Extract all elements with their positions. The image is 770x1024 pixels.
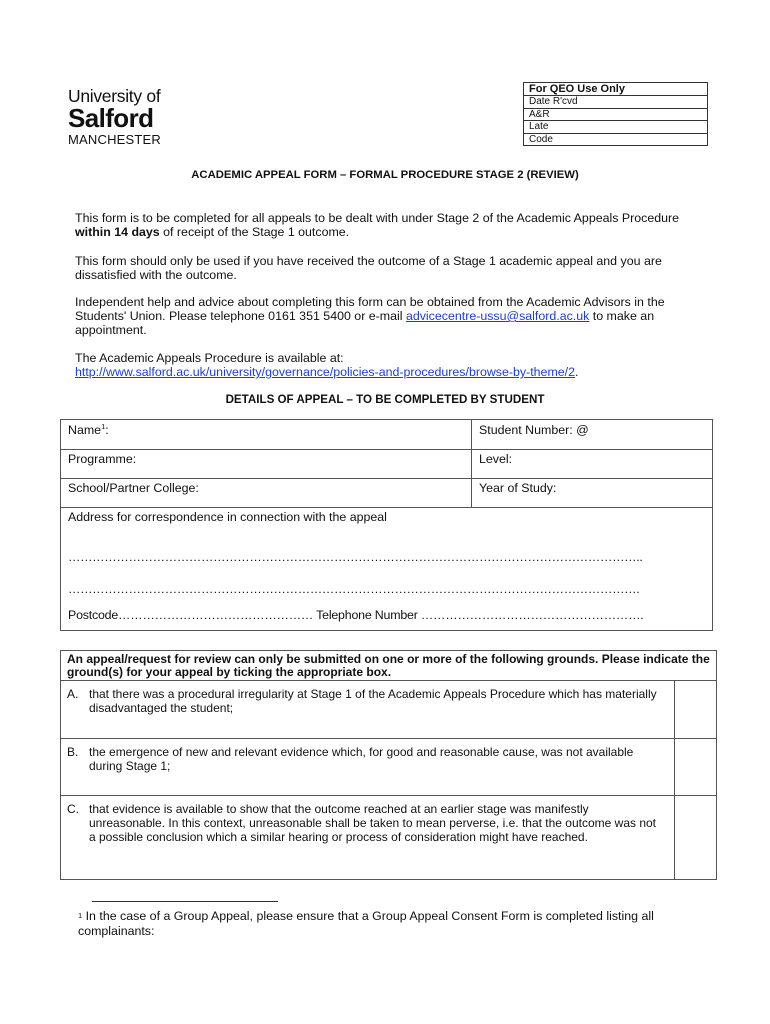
intro-p3-text-b: to make an appointment. bbox=[75, 309, 655, 337]
intro-paragraph-2: This form should only be used if you have received the outcome of a Stage 1 academic appeal and you are dissatisfied with the outcome. bbox=[75, 254, 662, 282]
ground-b-checkbox[interactable] bbox=[674, 739, 716, 796]
ground-c-letter: C. bbox=[67, 802, 79, 816]
name-label: Name bbox=[68, 423, 102, 437]
name-footnote-ref: 1 bbox=[101, 422, 106, 431]
details-row-programme bbox=[61, 449, 712, 479]
student-number-field[interactable]: Student Number: @ bbox=[479, 423, 589, 437]
logo-line-3: MANCHESTER bbox=[68, 132, 162, 147]
appeals-procedure-link[interactable]: http://www.salford.ac.uk/university/governance/policies-and-procedures/browse-by-theme/2 bbox=[75, 365, 575, 379]
qeo-row-date[interactable]: Date R'cvd bbox=[524, 95, 707, 108]
intro-p1-text-a: This form is to be completed for all appeals to be dealt with under Stage 2 of the Academic Appeals Procedure bbox=[75, 211, 680, 225]
ground-row-c bbox=[61, 795, 716, 880]
grounds-heading: An appeal/request for review can only be submitted on one or more of the following grounds. Please indicate the ground(s) for your appeal by ticking the appropriate box. bbox=[67, 652, 710, 679]
intro-p4-end: . bbox=[575, 365, 579, 379]
qeo-row-ar[interactable]: A&R bbox=[524, 108, 707, 121]
intro-p4-text: The Academic Appeals Procedure is available at: bbox=[75, 351, 344, 365]
intro-p3-text-a: Independent help and advice about completing this form can be obtained from the Academic Advisors in the Students' Union. Please telephone 0161 351 5400 or e-mail bbox=[75, 295, 665, 323]
school-field[interactable]: School/Partner College: bbox=[68, 481, 199, 495]
grounds-table bbox=[60, 650, 717, 880]
level-field[interactable]: Level: bbox=[479, 452, 513, 466]
postcode-telephone-line[interactable]: Postcode………………………………………… Telephone Number ………………………………………………. bbox=[68, 608, 644, 622]
university-logo bbox=[68, 86, 178, 150]
name-field[interactable] bbox=[61, 423, 109, 437]
footnote-number: 1 bbox=[78, 911, 83, 920]
intro-p1-text-b: of receipt of the Stage 1 outcome. bbox=[159, 225, 350, 239]
qeo-row-code[interactable]: Code bbox=[524, 133, 707, 146]
year-of-study-field[interactable]: Year of Study: bbox=[479, 481, 557, 495]
intro-paragraph-1 bbox=[75, 211, 715, 239]
address-line-2[interactable]: ……………………………………………………………………………………………………………………………. bbox=[68, 582, 640, 596]
intro-p1-bold: within 14 days bbox=[75, 225, 160, 239]
logo-line-1: University of bbox=[68, 86, 161, 106]
footnote-text: In the case of a Group Appeal, please ensure that a Group Appeal Consent Form is completed listing all complainants: bbox=[78, 909, 654, 938]
ground-c-checkbox[interactable] bbox=[674, 796, 716, 880]
ground-row-b bbox=[61, 738, 716, 796]
advice-email-link[interactable]: advicecentre-ussu@salford.ac.uk bbox=[405, 309, 590, 323]
details-row-name bbox=[61, 420, 712, 449]
ground-b-letter: B. bbox=[67, 745, 79, 759]
ground-c-text: that evidence is available to show that the outcome reached at an earlier stage was manifestly unreasonable. In this context, unreasonable shall be taken to mean perverse, i.e. that the outcome was not a possible conclusion which a similar hearing or process of consideration might have reached. bbox=[89, 802, 657, 844]
qeo-use-box bbox=[523, 82, 708, 146]
programme-field[interactable]: Programme: bbox=[68, 452, 137, 466]
ground-a-text: that there was a procedural irregularity at Stage 1 of the Academic Appeals Procedure which has materially disadvantaged the student; bbox=[89, 687, 657, 715]
footnote-divider bbox=[92, 901, 278, 902]
ground-a-checkbox[interactable] bbox=[674, 681, 716, 739]
qeo-row-late[interactable]: Late bbox=[524, 120, 707, 133]
intro-paragraph-4 bbox=[75, 351, 715, 379]
details-row-address[interactable] bbox=[61, 507, 712, 631]
intro-paragraph-3 bbox=[75, 295, 715, 337]
details-table bbox=[60, 419, 713, 631]
address-line-1[interactable]: …………………………………………………………………………………………………………………………….. bbox=[68, 550, 643, 564]
ground-row-a bbox=[61, 680, 716, 739]
footnote bbox=[78, 909, 698, 939]
form-title: ACADEMIC APPEAL FORM – FORMAL PROCEDURE STAGE 2 (REVIEW) bbox=[191, 169, 579, 181]
details-row-school bbox=[61, 478, 712, 508]
qeo-heading: For QEO Use Only bbox=[529, 83, 625, 95]
logo-line-2: Salford bbox=[68, 103, 154, 133]
address-label: Address for correspondence in connection with the appeal bbox=[68, 510, 387, 524]
name-colon: : bbox=[105, 423, 109, 437]
ground-a-letter: A. bbox=[67, 687, 79, 701]
details-heading: DETAILS OF APPEAL – TO BE COMPLETED BY STUDENT bbox=[225, 393, 545, 406]
ground-b-text: the emergence of new and relevant evidence which, for good and reasonable cause, was not available during Stage 1; bbox=[89, 745, 634, 773]
